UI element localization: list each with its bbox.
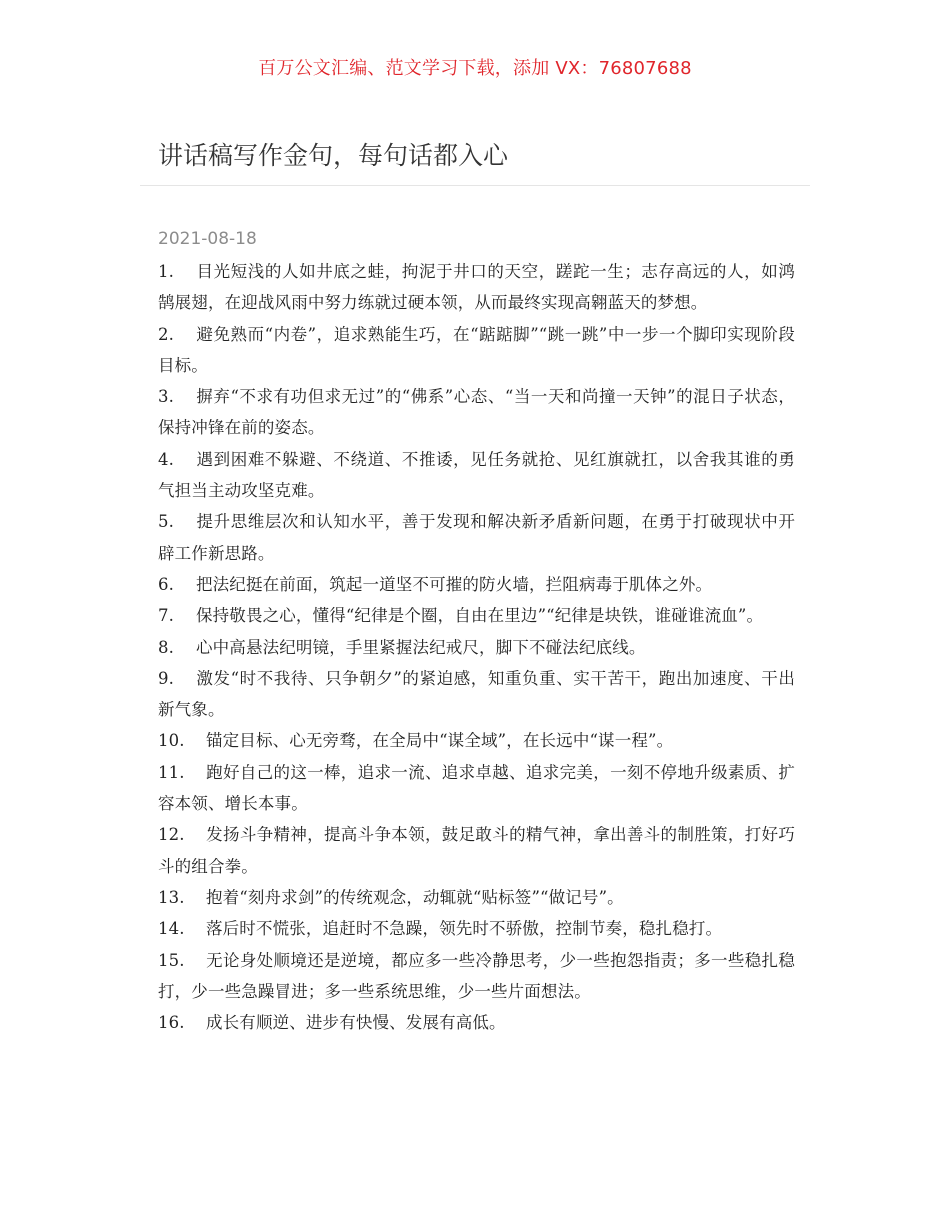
item-text: 跑好自己的这一棒，追求一流、追求卓越、追求完美，一刻不停地升级素质、扩容本领、增长本事。 — [158, 762, 795, 814]
item-number: 16. — [158, 1013, 185, 1033]
promo-banner: 百万公文汇编、范文学习下载，添加 VX：76807688 — [258, 58, 692, 79]
item-number: 13. — [158, 887, 185, 907]
list-item — [158, 444, 795, 507]
list-item — [158, 725, 795, 756]
list-item — [158, 945, 795, 1008]
item-number: 2. — [158, 324, 175, 344]
item-text: 抱着“刻舟求剑”的传统观念，动辄就“贴标签”“做记号”。 — [206, 887, 624, 907]
list-item — [158, 819, 795, 882]
list-item — [158, 506, 795, 569]
item-number: 5. — [158, 512, 175, 532]
list-item — [158, 256, 795, 319]
item-text: 成长有顺逆、进步有快慢、发展有高低。 — [206, 1013, 506, 1033]
item-number: 6. — [158, 574, 175, 594]
title-divider — [140, 185, 810, 186]
list-item — [158, 913, 795, 944]
item-text: 目光短浅的人如井底之蛙，拘泥于井口的天空，蹉跎一生；志存高远的人，如鸿鹄展翅，在迎战风雨中努力练就过硬本领，从而最终实现高翱蓝天的梦想。 — [158, 262, 795, 313]
item-text: 锚定目标、心无旁骛，在全局中“谋全域”，在长远中“谋一程”。 — [206, 731, 674, 751]
quote-list — [158, 256, 795, 1038]
item-number: 7. — [158, 606, 175, 626]
item-text: 提升思维层次和认知水平，善于发现和解决新矛盾新问题，在勇于打破现状中开辟工作新思路。 — [158, 512, 795, 563]
item-text: 发扬斗争精神，提高斗争本领，鼓足敢斗的精气神，拿出善斗的制胜策，打好巧斗的组合拳。 — [158, 825, 795, 876]
item-number: 8. — [158, 637, 175, 657]
item-number: 3. — [158, 387, 175, 407]
item-number: 11. — [158, 762, 185, 782]
item-text: 保持敬畏之心，懂得“纪律是个圈，自由在里边”“纪律是块铁，谁碰谁流血”。 — [196, 606, 764, 626]
item-text: 激发“时不我待、只争朝夕”的紧迫感，知重负重、实干苦干，跑出加速度、干出新气象。 — [158, 668, 795, 720]
list-item — [158, 381, 795, 444]
item-number: 12. — [158, 825, 185, 845]
item-number: 1. — [158, 262, 175, 281]
publish-date: 2021-08-18 — [158, 229, 257, 249]
item-text: 避免熟而“内卷”，追求熟能生巧，在“踮踮脚”“跳一跳”中一步一个脚印实现阶段目标。 — [158, 324, 795, 375]
item-number: 15. — [158, 950, 185, 970]
item-text: 落后时不慌张，追赶时不急躁，领先时不骄傲，控制节奏，稳扎稳打。 — [206, 919, 723, 939]
item-number: 9. — [158, 668, 175, 688]
item-text: 心中高悬法纪明镜，手里紧握法纪戒尺，脚下不碰法纪底线。 — [196, 637, 646, 657]
list-item — [158, 1007, 795, 1038]
item-number: 4. — [158, 449, 175, 469]
item-text: 无论身处顺境还是逆境，都应多一些冷静思考，少一些抱怨指责；多一些稳扎稳打，少一些急躁冒进；多一些系统思维，少一些片面想法。 — [158, 950, 795, 1001]
item-text: 遇到困难不躲避、不绕道、不推诿，见任务就抢、见红旗就扛，以舍我其谁的勇气担当主动攻坚克难。 — [158, 449, 795, 501]
list-item — [158, 882, 795, 913]
item-number: 10. — [158, 731, 185, 751]
list-item — [158, 632, 795, 663]
list-item — [158, 663, 795, 726]
item-text: 摒弃“不求有功但求无过”的“佛系”心态、“当一天和尚撞一天钟”的混日子状态，保持冲锋在前的姿态。 — [158, 387, 795, 438]
list-item — [158, 757, 795, 820]
page-title: 讲话稿写作金句，每句话都入心 — [158, 141, 509, 170]
list-item — [158, 600, 795, 631]
list-item — [158, 319, 795, 382]
item-number: 14. — [158, 919, 185, 939]
item-text: 把法纪挺在前面，筑起一道坚不可摧的防火墙，拦阻病毒于肌体之外。 — [196, 574, 713, 594]
list-item — [158, 569, 795, 600]
